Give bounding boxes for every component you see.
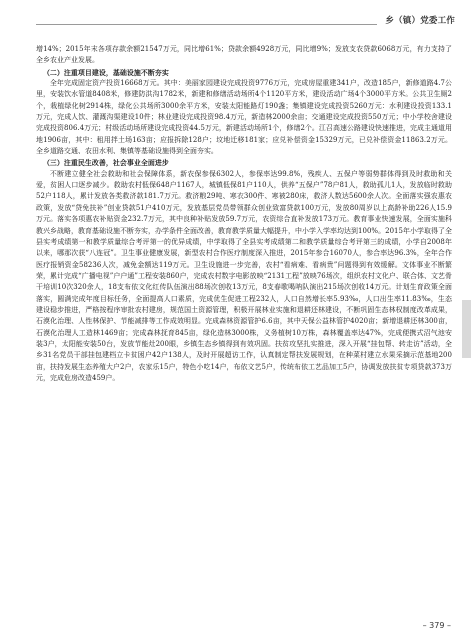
paragraph-livelihood: 不断建立健全社会救助和社会保障体系，新农保参保6302人，参保率达99.8%，残疾人、五保户等弱势群体得到及时救助和关爱，贫困人口逐步减少。救助农村低保648户1167人，城镇低保81户110人，供养“五保户”78户81人，救助孤儿1人，发放临时救助52户118人，累计发放各类救济款181.7万元。救济粮29吨、寒衣300件、寒被280床，救济人数达5600余人次。全面落实强农惠农政策，发放“贷免扶补”创业贷款51户410万元，发放基层党员带领群众创业致富贷款100万元，发放80周岁以上高龄补助226人15.9万元。落实各项惠农补贴资金232.7万元，其中良种补贴发放59.7万元，农资综合直补发放173万元。教育事业快速发展，全面实施科教兴乡战略，教育基础设施不断夯实，办学条件全面改善，教育教学质量大幅提升，中小学入学率均达到100%。2015年小学取得了全县实考成绩第一和教学质量综合考评第一的优异成绩，中学取得了全县实考成绩第二和教学质量综合考评第三的成绩，小学自2008年以来，哪那次获“八连冠”。卫生事业健康发展，新型农村合作医疗制度深入推进，2015年参合16070人，参合率达96.3%，全年合作医疗报销资金58236人次，减免金额达119万元。卫生设施进一步完善，农村“看病难、看病贵”问题得到有效缓解。文体事业不断繁荣，累计完成“广播电视”户户通”工程安装860户，完成农村数字电影放映“2131工程”放映76场次，组织农村文化户、联合体、文艺骨干培训10次320余人，18支布依文化红传队伍演出88场次创收13万元，8支春歌喝呐队演出215场次创收14万元。计划生育政策全面落实，圆满完成年度目标任务，全面提高人口素质，完成优生促进工程232人，人口自然增长率5.93‰，人口出生率11.83‰，生态建设稳步推进，严格按程序审批农村建房，规范国土资源管理，积极开展林业实施和退耕还林建设，不断巩固生态林权制度改革成果，石漠化治理、人性林保护、节能减排等工作成效明显。完成森林资源管护6.6亩，其中天保公益林管护4020亩；新增退耕还林300亩，石漠化治理人工造林1469亩；完成森林抚育845亩，绿化造林3000株，义务植树10万株，森林覆盖率达47%，完成便携式沼气池安装3户，太阳能安装50台，发放节能灶200眼，乡镇生态乡镇得到有效巩固。扶贫攻坚扎实推进，深入开展“挂包帮、转走访”活动，全乡31名党员干部挂包建档立卡贫困户42户138人，及时开展超访工作，认真制定帮扶发展规划，在种菜村建立水果采摘示范基地200亩，扶持发展生态养殖大户2户，农家乐15户，特色小吃14户，布依文艺5户，传统布依工艺品加工5户，协调发放扶贫专项贷款373万元，完成危房改造459户。 bbox=[36, 169, 452, 382]
paragraph-projects: 全年完成固定资产投资16668万元。其中：美丽家园建设完成投资9776万元，完成房屋重建341户，改造185户，新修道路4.7公里，安装饮水管道8408米，修建防洪沟1782米，新建和修缮活动场所4个1120平方米，建设活动广场4个3000平方米。公共卫生厕2个，栽植绿化树2914株，绿化公共场所3000余平方米，安装太阳能路灯190盏；集镇建设完成投资5260万元：水利建设投资133.1万元，完成人饮、灌溉沟渠建设10件；林业建设完成投资98.4万元，新造林2000余亩；交通建设完成投资550万元；中小学校舍建设完成投资806.4万元；村级活动场所建设完成投资44.5万元，新建活动场所1个，修缮2个。江召高速公路建设快速推进，完成主通道用地1906亩，其中：租用拌土场163亩；应报拆除128户；坟地迁移181家；应兑补偿资金15329万元，已兑补偿资金11863.2万元。全乡道路交通、农田水利、集镇等基础设施得到全面夯实。 bbox=[36, 79, 452, 156]
header-rule bbox=[36, 24, 377, 25]
body-text bbox=[36, 44, 452, 384]
chapter-title: 乡（镇）党委工作 bbox=[385, 16, 455, 26]
paragraph-intro: 增14%；2015年末各项存款余额21547万元，同比增61%；贷款余额4928万元，同比增9%；发放支农贷款6068万元，有力支持了全乡农业产业发展。 bbox=[36, 45, 452, 65]
section-heading-livelihood: （三）注重民生改善，社会事业全面进步 bbox=[42, 158, 169, 168]
running-header bbox=[36, 12, 455, 32]
side-thumb-tab bbox=[462, 300, 471, 358]
section-heading-projects: （二）注重项目建设，基础设施不断夯实 bbox=[42, 67, 169, 77]
page-number: – 379 – bbox=[422, 621, 451, 630]
